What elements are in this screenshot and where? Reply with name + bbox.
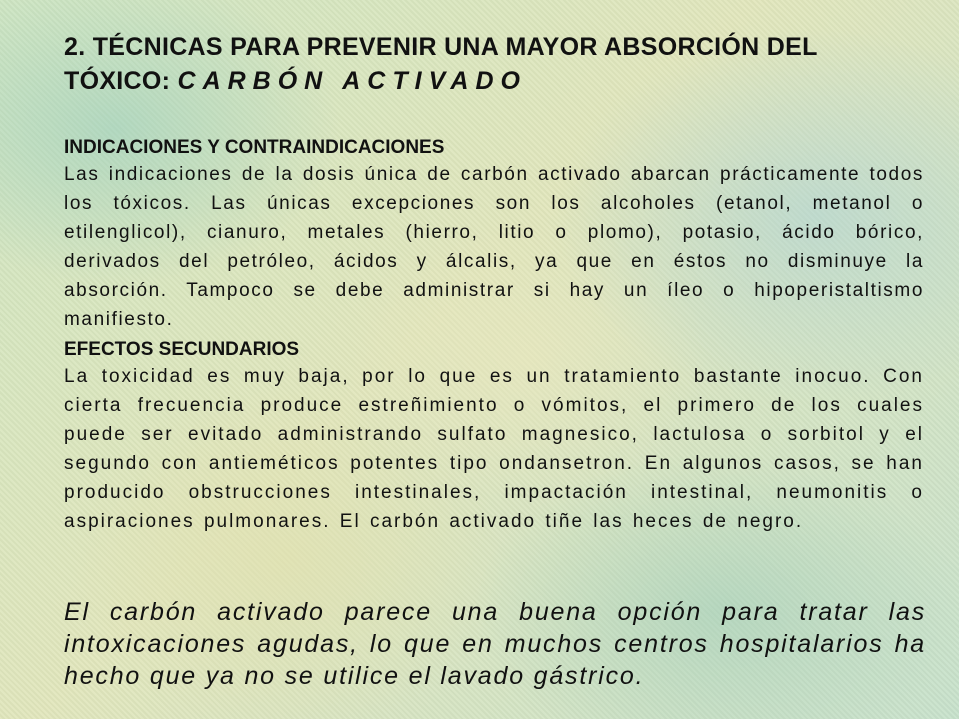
section-heading-side-effects: EFECTOS SECUNDARIOS [64, 339, 300, 360]
section-indications [64, 136, 924, 334]
slide-title [64, 30, 924, 98]
title-main: 2. TÉCNICAS PARA PREVENIR UNA MAYOR ABSORCIÓN DEL TÓXICO: [64, 33, 818, 95]
section-text-side-effects: La toxicidad es muy baja, por lo que es un tratamiento bastante inocuo. Con cierta frecuencia produce estreñimiento o vómitos, el primero de los cuales puede ser evitado administrando sulfato magnesico, lactulosa o sorbitol y el segundo con antieméticos potentes tipo ondansetron. En algunos casos, se han producido obstrucciones intestinales, impactación intestinal, neumonitis o aspiraciones pulmonares. El carbón activado tiñe las heces de negro. [64, 366, 924, 532]
section-side-effects [64, 338, 924, 536]
title-accent: CARBÓN ACTIVADO [177, 67, 527, 95]
section-heading-indications: INDICACIONES Y CONTRAINDICACIONES [64, 137, 445, 158]
conclusion-text: El carbón activado parece una buena opción para tratar las intoxicaciones agudas, lo que en muchos centros hospitalarios ha hecho que ya no se utilice el lavado gástrico. [64, 598, 926, 690]
section-text-indications: Las indicaciones de la dosis única de carbón activado abarcan prácticamente todos los tóxicos. Las únicas excepciones son los alcoholes (etanol, metanol o etilenglicol), cianuro, metales (hierro, litio o plomo), potasio, ácido bórico, derivados del petróleo, ácidos y álcalis, ya que en éstos no disminuye la absorción. Tampoco se debe administrar si hay un íleo o hipoperistaltismo manifiesto. [64, 164, 924, 330]
